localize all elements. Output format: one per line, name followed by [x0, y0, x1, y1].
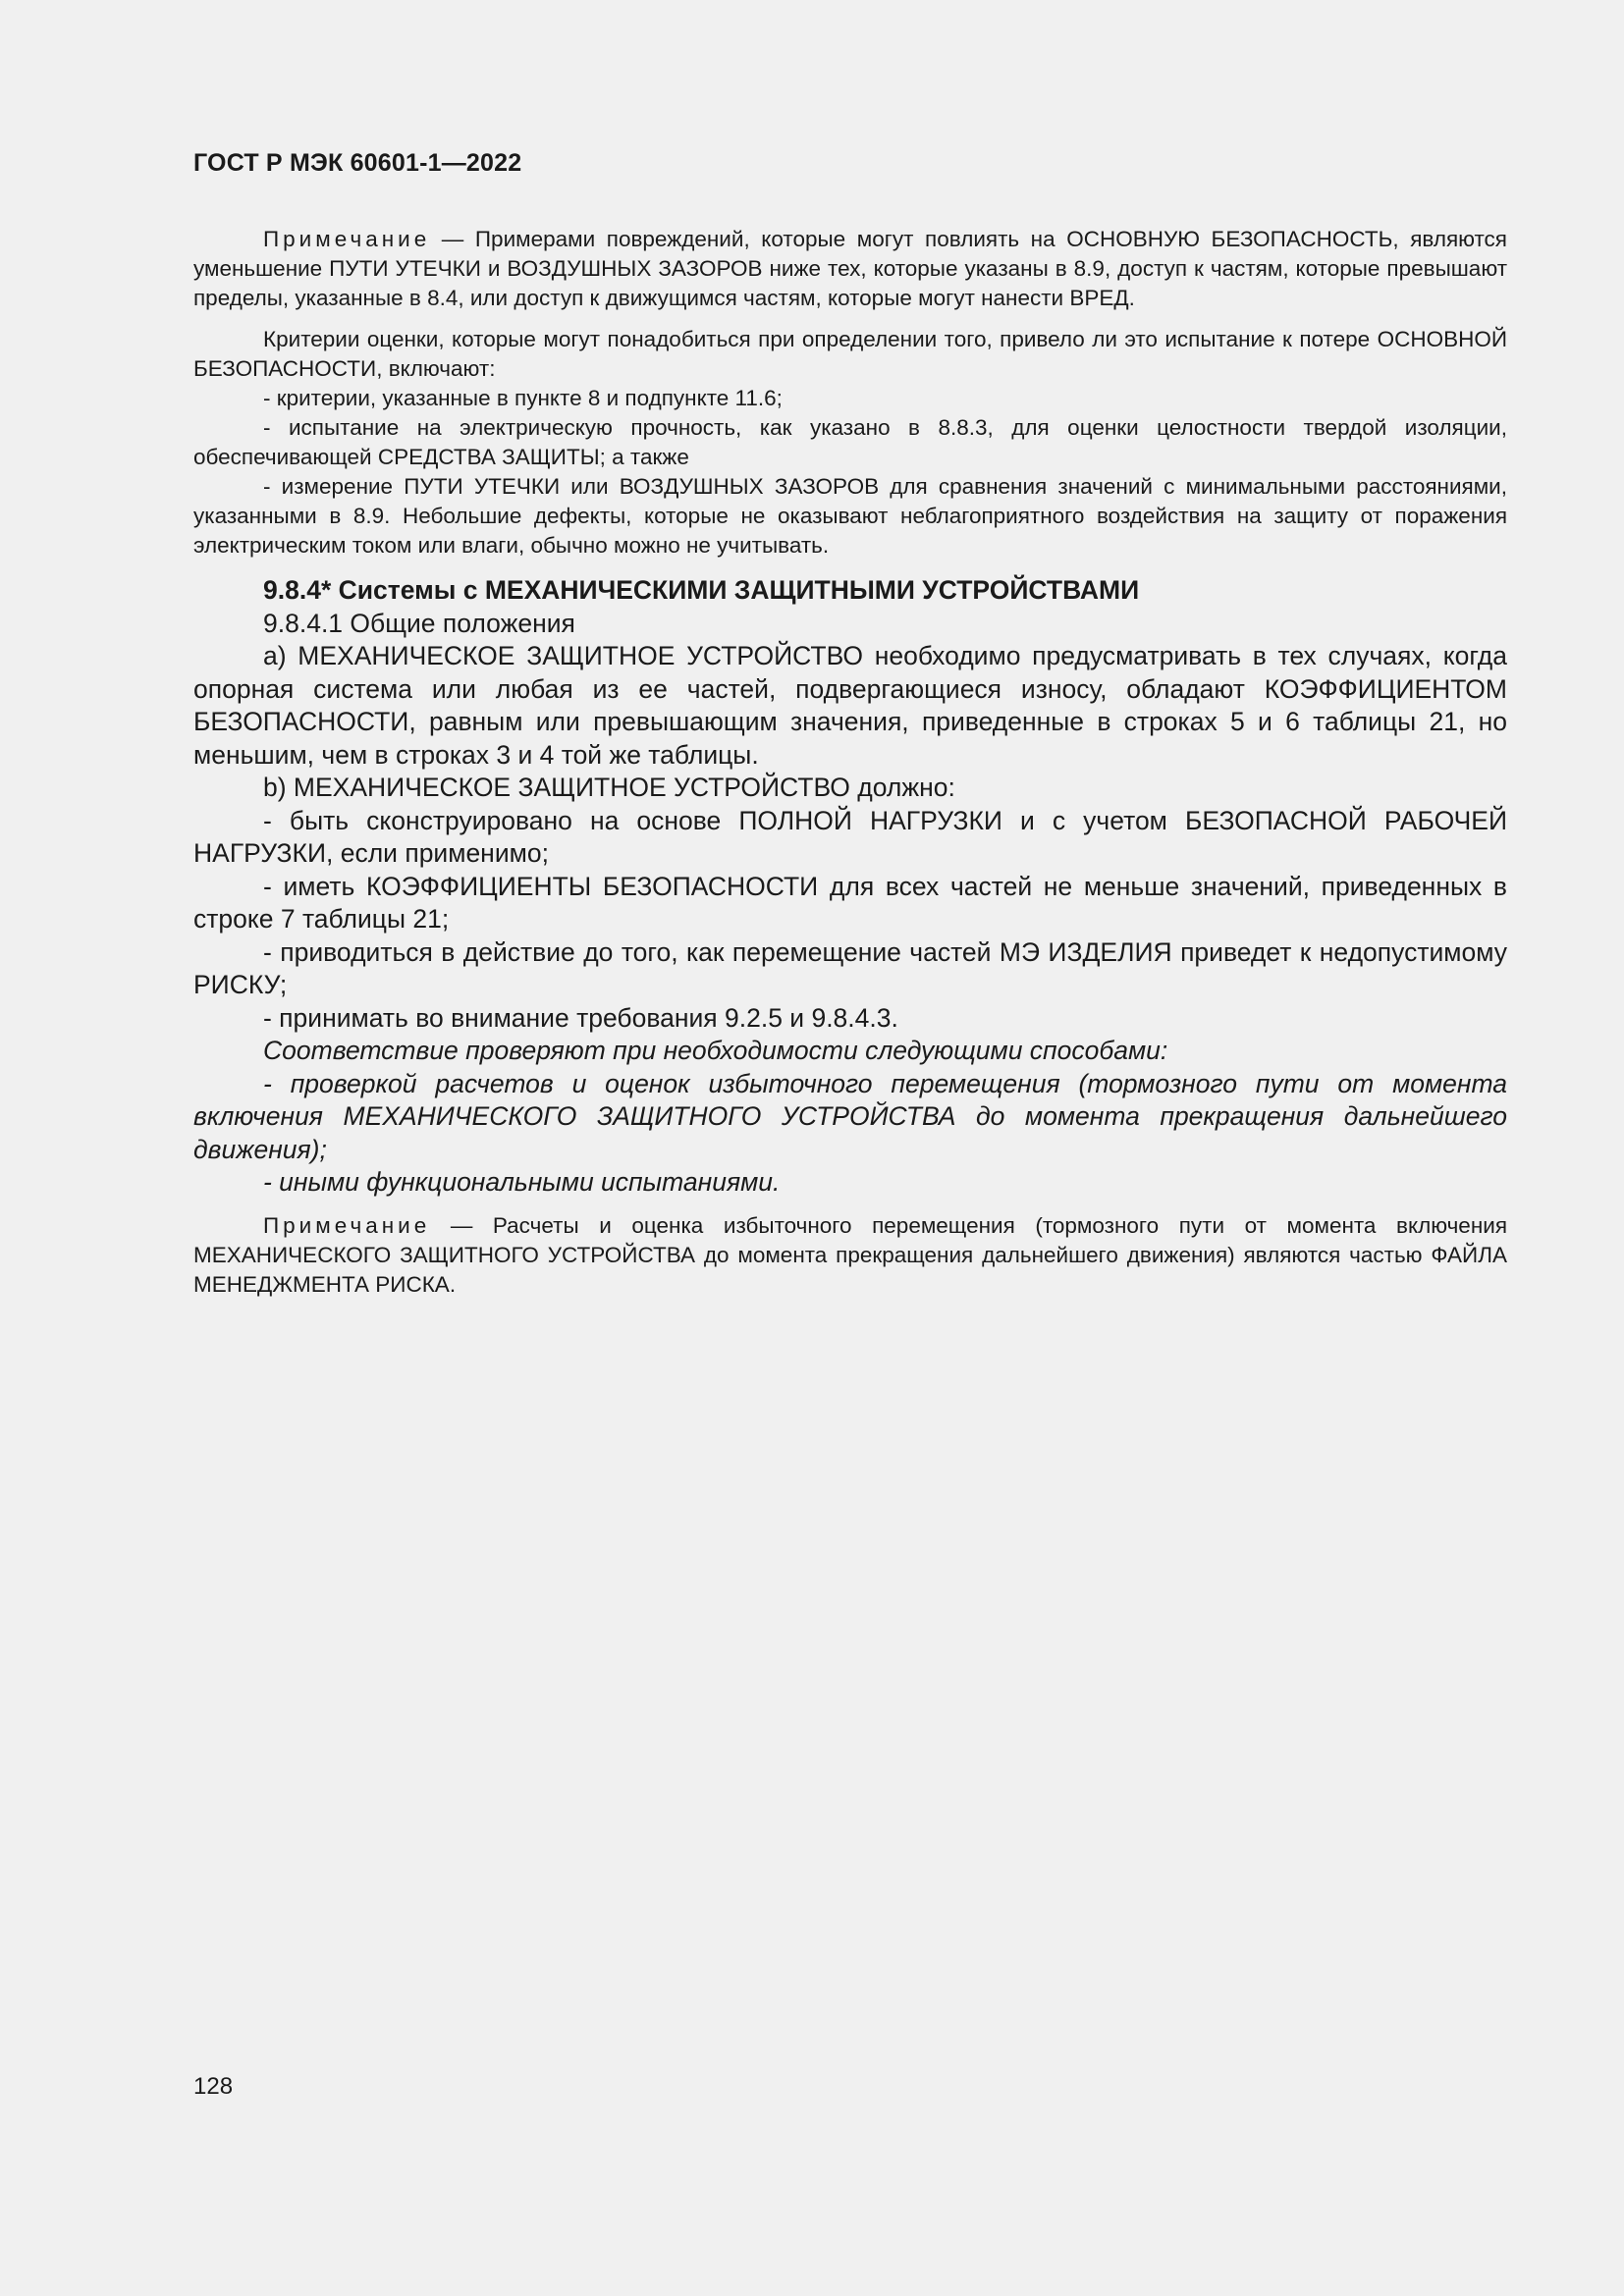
- criteria-item-3: - измерение ПУТИ УТЕЧКИ или ВОЗДУШНЫХ ЗАЗОРОВ для сравнения значений с минимальными расстояниями, указанными в 8.9. Небольшие дефекты, которые не оказывают неблагоприятного воздействия на защиту от поражения электрическим током или влаги, обычно можно не учитывать.: [193, 474, 1507, 558]
- section-9-8-4: [193, 574, 1507, 1200]
- criteria-item-2: - испытание на электрическую прочность, как указано в 8.8.3, для оценки целостности твердой изоляции, обеспечивающей СРЕДСТВА ЗАЩИТЫ; а также: [193, 415, 1507, 469]
- criteria-item-1: - критерии, указанные в пункте 8 и подпункте 11.6;: [263, 386, 783, 410]
- note-2-label: Примечание: [263, 1213, 431, 1238]
- compliance-item-1: - проверкой расчетов и оценок избыточного перемещения (тормозного пути от момента включения МЕХАНИЧЕСКОГО ЗАЩИТНОГО УСТРОЙСТВА до момента прекращения дальнейшего движения);: [193, 1068, 1507, 1164]
- note-2-text: — Расчеты и оценка избыточного перемещения (тормозного пути от момента включения МЕХАНИЧЕСКОГО ЗАЩИТНОГО УСТРОЙСТВА до момента прекращения дальнейшего движения) являются частью ФАЙЛА МЕНЕДЖМЕНТА РИСКА.: [193, 1213, 1507, 1297]
- note-1-label: Примечание: [263, 227, 431, 251]
- requirement-item-1: - быть сконструировано на основе ПОЛНОЙ НАГРУЗКИ и с учетом БЕЗОПАСНОЙ РАБОЧЕЙ НАГРУЗКИ, если применимо;: [193, 805, 1507, 868]
- compliance-intro: Соответствие проверяют при необходимости следующими способами:: [263, 1036, 1168, 1065]
- paragraph-a: а) МЕХАНИЧЕСКОЕ ЗАЩИТНОЕ УСТРОЙСТВО необходимо предусматривать в тех случаях, когда опорная система или любая из ее частей, подвергающиеся износу, обладают КОЭФФИЦИЕНТОМ БЕЗОПАСНОСТИ, равным или превышающим значения, приведенные в строках 5 и 6 таблицы 21, но меньшим, чем в строках 3 и 4 той же таблицы.: [193, 641, 1507, 770]
- paragraph-b: b) МЕХАНИЧЕСКОЕ ЗАЩИТНОЕ УСТРОЙСТВО должно:: [263, 773, 955, 802]
- note-2: [193, 1211, 1507, 1300]
- criteria-intro: Критерии оценки, которые могут понадобиться при определении того, привело ли это испытание к потере ОСНОВНОЙ БЕЗОПАСНОСТИ, включают:: [193, 327, 1507, 381]
- page-number: 128: [193, 2073, 234, 2100]
- note-1-text: — Примерами повреждений, которые могут повлиять на ОСНОВНУЮ БЕЗОПАСНОСТЬ, являются уменьшение ПУТИ УТЕЧКИ и ВОЗДУШНЫХ ЗАЗОРОВ ниже тех, которые указаны в 8.9, доступ к частям, которые превышают пределы, указанные в 8.4, или доступ к движущимся частям, которые могут нанести ВРЕД.: [193, 227, 1507, 310]
- subsection-heading: 9.8.4.1 Общие положения: [263, 608, 575, 638]
- requirement-item-4: - принимать во внимание требования 9.2.5 и 9.8.4.3.: [263, 1002, 898, 1033]
- note-1: [193, 225, 1507, 313]
- section-heading: 9.8.4* Системы с МЕХАНИЧЕСКИМИ ЗАЩИТНЫМИ УСТРОЙСТВАМИ: [263, 575, 1140, 605]
- criteria-block: [193, 325, 1507, 561]
- requirement-item-3: - приводиться в действие до того, как перемещение частей МЭ ИЗДЕЛИЯ приведет к недопустимому РИСКУ;: [193, 936, 1507, 999]
- requirement-item-2: - иметь КОЭФФИЦИЕНТЫ БЕЗОПАСНОСТИ для всех частей не меньше значений, приведенных в строке 7 таблицы 21;: [193, 871, 1507, 934]
- document-header: ГОСТ Р МЭК 60601-1—2022: [193, 149, 522, 177]
- compliance-item-2: - иными функциональными испытаниями.: [263, 1167, 781, 1197]
